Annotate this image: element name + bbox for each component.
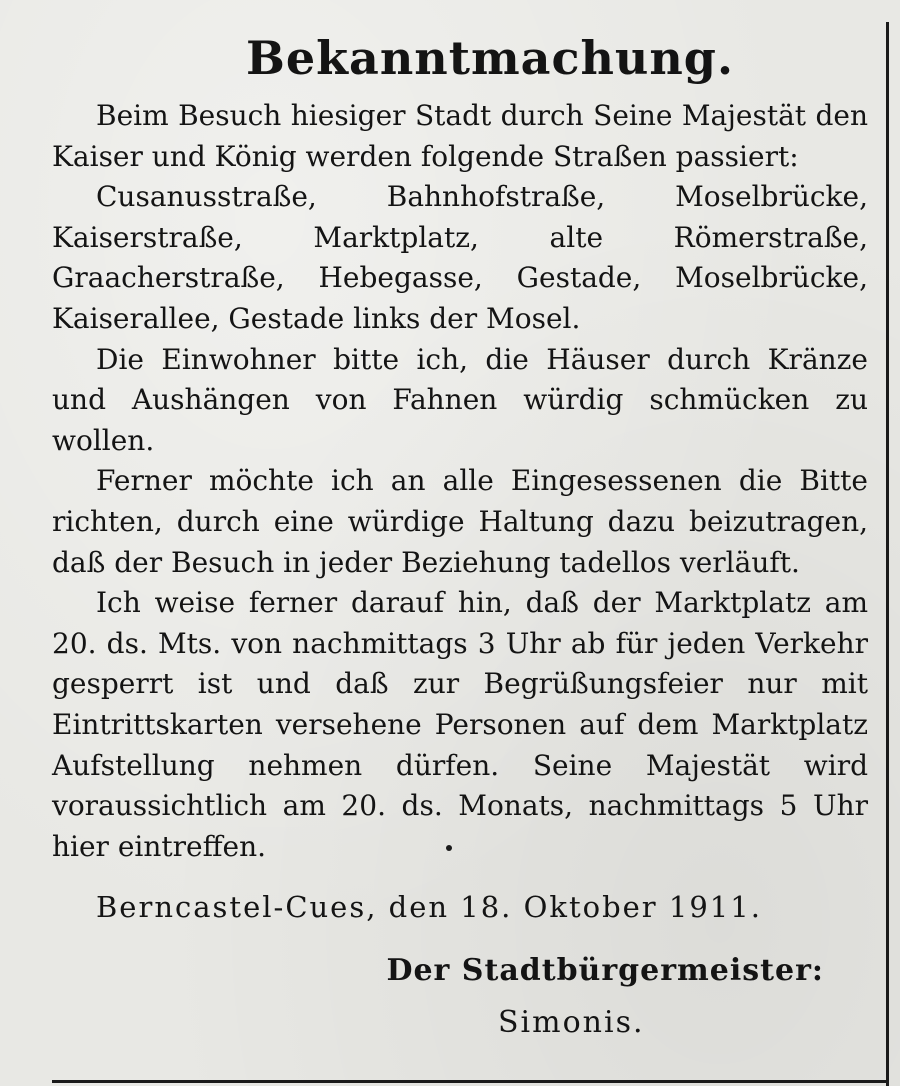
- dateline: Berncastel-Cues, den 18. Oktober 1911.: [96, 890, 762, 925]
- notice-title: Bekanntmachung.: [246, 31, 734, 85]
- column-rule-right: [886, 22, 889, 1086]
- public-notice: [52, 24, 868, 1045]
- signatory-name: Simonis.: [498, 1005, 645, 1041]
- notice-paragraph-street-list: Cusanusstraße, Bahnhofstraße, Moselbrücke, Kaiserstraße, Marktplatz, alte Römerstraße, Graacherstraße, Hebegasse, Gestade, Moselbrücke, Kaiserallee, Gestade links der Mosel.: [52, 180, 868, 335]
- notice-paragraph-market-closure: [52, 583, 868, 867]
- notice-paragraph-market-closure-text: Ich weise ferner darauf hin, daß der Marktplatz am 20. ds. Mts. von nachmittags 3 Uhr ab für jeden Verkehr gesperrt ist und daß zur Begrüßungsfeier nur mit Eintrittskarten versehene Personen auf dem Marktplatz Aufstellung nehmen dürfen. Seine Majestät wird voraussichtlich am 20. ds. Monats, nachmittags 5 Uhr hier eintreffen.: [52, 586, 868, 863]
- notice-paragraph-decoration: Die Einwohner bitte ich, die Häuser durch Kränze und Aushängen von Fahnen würdig schmücken zu wollen.: [52, 342, 868, 457]
- notice-paragraph-route-intro: Beim Besuch hiesiger Stadt durch Seine Majestät den Kaiser und König werden folgende Straßen passiert:: [52, 99, 868, 173]
- bullet-dot: [446, 845, 452, 851]
- signatory-title: Der Stadtbürgermeister:: [386, 953, 824, 989]
- column-rule-bottom: [52, 1080, 886, 1083]
- notice-paragraph-conduct: Ferner möchte ich an alle Eingesessenen die Bitte richten, durch eine würdige Haltung dazu beizutragen, daß der Besuch in jeder Beziehung tadellos verläuft.: [52, 464, 868, 579]
